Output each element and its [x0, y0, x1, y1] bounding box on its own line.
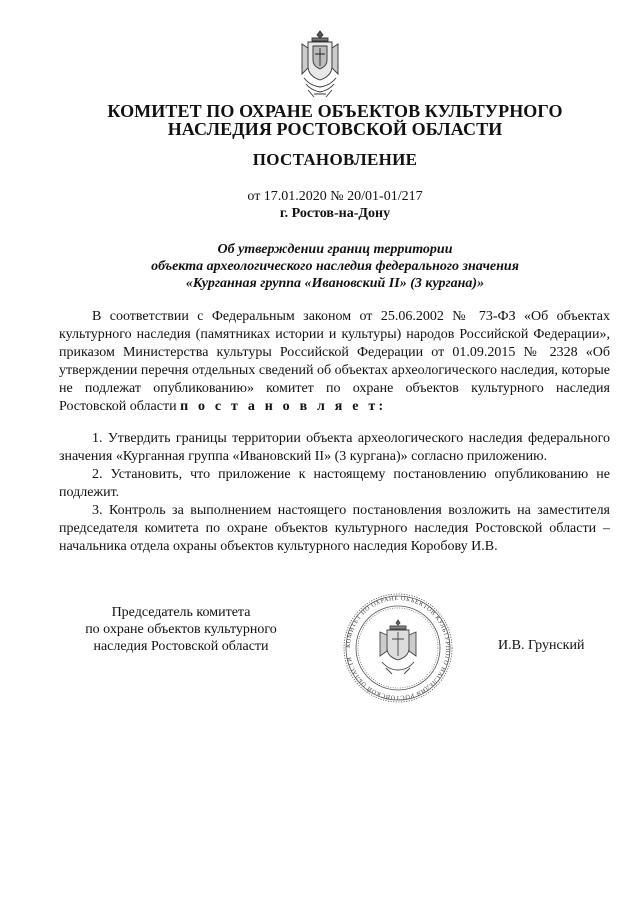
org-line-1: КОМИТЕТ ПО ОХРАНЕ ОБЪЕКТОВ КУЛЬТУРНОГО	[107, 101, 563, 121]
item-3: 3. Контроль за выполнением настоящего постановления возложить на заместителя председателя комитета по охране объектов культурного наследия Ростовской области – начальника отдела охраны объектов культурного наследия Коробову И.В.	[59, 502, 610, 555]
document-subject	[60, 241, 610, 292]
document-type: ПОСТАНОВЛЕНИЕ	[252, 150, 418, 169]
subject-line-3: «Курганная группа «Ивановский II» (3 кургана)»	[185, 276, 485, 291]
item-2: 2. Установить, что приложение к настоящему постановлению опубликованию не подлежит.	[59, 466, 610, 500]
decree-word: п о с т а н о в л я е т:	[180, 399, 387, 415]
signatory-title-line-2: по охране объектов культурного	[85, 622, 277, 637]
official-stamp-icon	[320, 592, 480, 704]
subject-line-1: Об утверждении границ территории	[217, 242, 453, 257]
preamble-paragraph	[59, 308, 610, 417]
org-line-2: НАСЛЕДИЯ РОСТОВСКОЙ ОБЛАСТИ	[167, 119, 503, 139]
document-body	[59, 308, 610, 556]
date-number: от 17.01.2020 № 20/01-01/217	[247, 189, 423, 204]
preamble-text: В соответствии с Федеральным законом от 25.06.2002 № 73-ФЗ «Об объектах культурного наследия (памятниках истории и культуры) народов Российской Федерации», приказом Министерства культуры Российской Федерации от 01.09.2015 № 2328 «Об утверждении перечня отдельных сведений об объектах археологического наследия, которые не подлежат опубликованию» комитет по охране объектов культурного наследия Ростовской области	[59, 309, 610, 415]
stamp-text: КОМИТЕТ ПО ОХРАНЕ ОБЪЕКТОВ КУЛЬТУРНОГО НАСЛЕДИЯ РОСТОВСКОЙ ОБЛАСТИ	[344, 594, 452, 702]
item-1: 1. Утвердить границы территории объекта археологического наследия федерального значения «Курганная группа «Ивановский II» (3 кургана)» согласно приложению.	[59, 430, 610, 464]
city: г. Ростов-на-Дону	[279, 206, 391, 221]
subject-line-2: объекта археологического наследия федерального значения	[151, 259, 519, 274]
signatory-title	[76, 604, 286, 655]
coat-of-arms-icon	[298, 28, 342, 100]
signatory-title-line-3: наследия Ростовской области	[93, 639, 269, 654]
organization-name	[60, 102, 610, 138]
signatory-name: И.В. Грунский	[498, 638, 585, 653]
signatory-title-line-1: Председатель комитета	[111, 605, 251, 620]
